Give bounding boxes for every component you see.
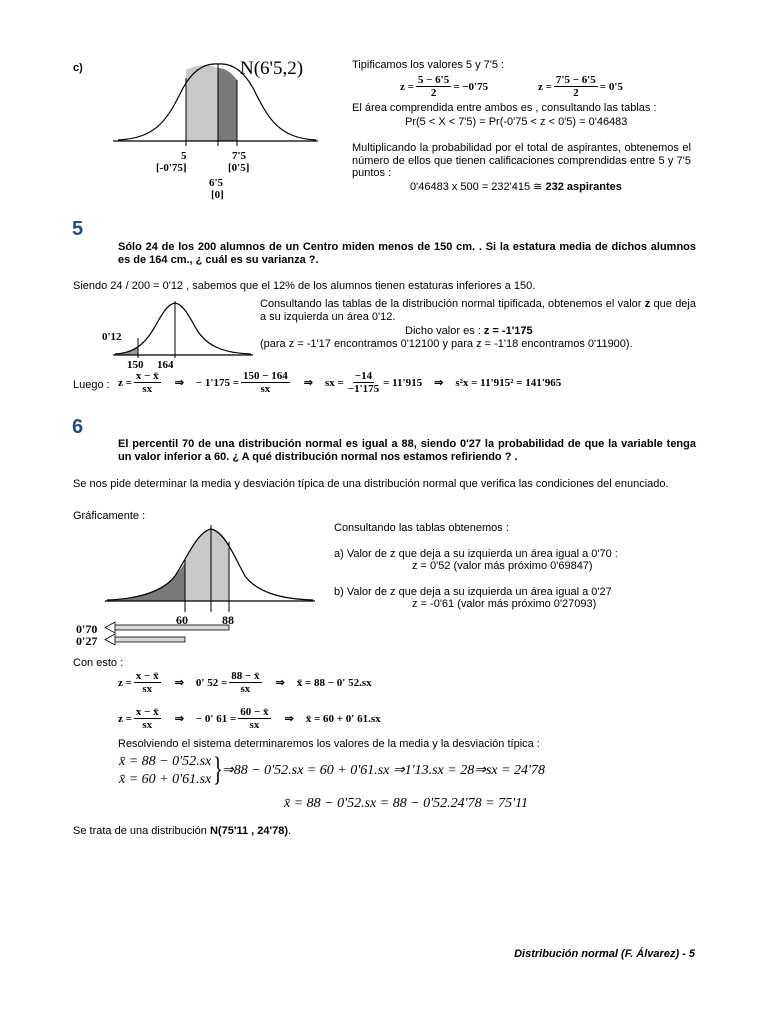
c-line2: El área comprendida entre ambos es , consultando las tablas : (352, 102, 657, 114)
normal-curve-graph-6 (75, 522, 315, 647)
p6-graficamente: Gráficamente : (73, 510, 146, 522)
label-x5: 5 (181, 150, 187, 162)
c-eq1: z = $\frac{5 - 6'5}{2}$ = −0'75 (400, 74, 489, 99)
p6-conclusion: Se trata de una distribución N(75'11 , 24'78). (73, 825, 292, 837)
p6-system-chain: ⇒88 − 0'52.sx = 60 + 0'61.sx ⇒1'13.sx = 28⇒sx = 24'78 (222, 763, 546, 778)
p6-b-val: z = -0'61 (valor más próximo 0'27093) (412, 598, 597, 610)
p6-con-esto: Con esto : (73, 657, 124, 669)
p5-consult: Consultando las tablas de la distribución normal tipificada, obtenemos el valor z que deja a su izquierda un área 0'12. (260, 298, 696, 323)
c-eq2: z = $\frac{7'5 - 6'5}{2}$ = 0'5 (538, 74, 623, 99)
label-mean: 6'5 (209, 177, 224, 189)
p5-luego: Luego : (73, 379, 110, 391)
c-result: 0'46483 x 500 = 232'415 ≅ 232 aspirantes (410, 181, 622, 193)
normal-curve-graph-5 (113, 298, 253, 360)
p6-b-line: b) Valor de z que deja a su izquierda un área igual a 0'27 (334, 586, 612, 598)
distribution-title: N(6'5,2) (240, 58, 304, 79)
p6-eq-b: z = $\frac{x - x̄}{sx}$ ⇒ − 0' 61 = $\frac{60 - x̄}{sx}$ ⇒ x̄ = 60 + 0' 61.sx (118, 706, 381, 731)
c-line1: Tipificamos los valores 5 y 7'5 : (352, 59, 505, 71)
p6-intro: Se nos pide determinar la media y desviación típica de una distribución normal que verifica las condiciones del enunciado. (73, 478, 669, 490)
page-footer: Distribución normal (F. Álvarez) - 5 (514, 948, 695, 960)
label-zmean: [0] (211, 189, 224, 201)
label-60: 60 (176, 613, 188, 627)
label-x75: 7'5 (232, 150, 247, 162)
p6-a-line: a) Valor de z que deja a su izquierda un área igual a 0'70 : (334, 548, 618, 560)
label-area-012: 0'12 (102, 331, 122, 343)
part-c-label: c) (73, 62, 83, 74)
label-area-027: 0'27 (76, 634, 98, 648)
problem-6-number: 6 (72, 416, 84, 438)
problem-6-statement: El percentil 70 de una distribución normal es igual a 88, siendo 0'27 la probabilidad de que la variable tenga un valor inferior a 60. ¿ A qué distribución normal nos estamos refiriendo ? . (118, 438, 696, 463)
p6-a-val: z = 0'52 (valor más próximo 0'69847) (412, 560, 593, 572)
label-area-070: 0'70 (76, 622, 98, 636)
p5-paren: (para z = -1'17 encontramos 0'12100 y para z = -1'18 encontramos 0'11900). (260, 338, 633, 350)
label-164: 164 (157, 359, 174, 371)
p6-resolviendo: Resolviendo el sistema determinaremos los valores de la media y la desviación típica : (118, 738, 540, 750)
p6-final-eq: x̄ = 88 − 0'52.sx = 88 − 0'52.24'78 = 75'11 (284, 796, 529, 811)
label-150: 150 (127, 359, 144, 371)
c-para: Multiplicando la probabilidad por el total de aspirantes, obtenemos el número de ellos que tienen calificaciones comprendidas entre 5 y 7'5 puntos : (352, 142, 691, 179)
p6-eq-a: z = $\frac{x - x̄}{sx}$ ⇒ 0' 52 = $\frac{88 - x̄}{sx}$ ⇒ x̄ = 88 − 0' 52.sx (118, 670, 372, 695)
p6-consult: Consultando las tablas obtenemos : (334, 522, 509, 534)
brace: } (213, 751, 223, 788)
label-88: 88 (222, 613, 234, 627)
problem-5-statement: Sólo 24 de los 200 alumnos de un Centro miden menos de 150 cm. . Si la estatura media de dichos alumnos es de 164 cm., ¿ cuál es su varianza ?. (118, 241, 696, 266)
c-line3: Pr(5 < X < 7'5) = Pr(-0'75 < z < 0'5) = 0'46483 (405, 116, 628, 128)
label-z5: [-0'75] (156, 162, 187, 174)
label-z75: [0'5] (228, 162, 250, 174)
p6-system: x̄ = 88 − 0'52.sx x̄ = 60 + 0'61.sx (119, 754, 212, 787)
p5-dicho: Dicho valor es : z = -1'175 (405, 325, 533, 337)
p5-siendo: Siendo 24 / 200 = 0'12 , sabemos que el 12% de los alumnos tienen estaturas inferiores a 150. (73, 280, 536, 292)
p5-equation-chain: z = $\frac{x - x̄}{sx}$ ⇒ − 1'175 = $\frac{150 - 164}{sx}$ ⇒ sx = $\frac{-14}{-1'175}$ = 11'915 ⇒ s²x = 11'915² = 141'965 (118, 370, 562, 395)
problem-5-number: 5 (72, 218, 84, 240)
